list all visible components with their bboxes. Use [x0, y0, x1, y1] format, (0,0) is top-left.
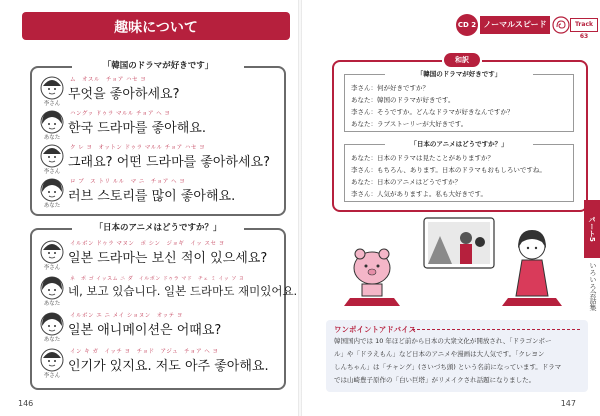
- ruby-text: イン キ ガ イッチ ヨ チョド アジュ チョア ヘ ヨ: [70, 349, 219, 355]
- ruby-text: ロ ブ ス トリ ルル マ ニ チョア ヘ ヨ: [70, 179, 186, 185]
- cd-badge: CD 2: [456, 14, 478, 36]
- lee-face-icon: [40, 348, 64, 372]
- translation-tab: [442, 53, 482, 69]
- dialogue-box-1: [30, 61, 286, 216]
- part-side-tab: パート5: [584, 200, 600, 258]
- dialogue-heading-2: 「日本のアニメはどうですか？」: [72, 221, 244, 233]
- translation-heading-1: 「韓国のドラマが好きです」: [385, 69, 533, 78]
- translation-box: [332, 56, 588, 212]
- dialogue-line: [32, 74, 288, 112]
- speaker-label: 李さん: [43, 169, 61, 175]
- dialogue-line: [32, 176, 288, 214]
- chapter-title: 趣味について: [114, 20, 198, 36]
- speaker-label: あなた: [43, 301, 61, 307]
- illustration: [342, 216, 572, 308]
- ruby-text: イルボン ドゥラ マヌン ポ シン ジョギ イッ スセ ヨ: [70, 241, 225, 247]
- you-face-icon: [40, 110, 64, 134]
- dialogue-line: [32, 238, 288, 276]
- translation-line: 李さん：もちろん、あります。日本のドラマもおもしろいですね。: [351, 166, 546, 174]
- advice-line: ル」や「ドラえもん」など日本のアニメや漫画は大人気です。「クレヨン: [334, 350, 545, 358]
- advice-line: 韓国国内では 10 年ほど前から日本の大衆文化が開放され、「ドラゴンボー: [334, 337, 552, 345]
- lee-face-icon: [40, 240, 64, 264]
- translation-line: あなた：韓国のドラマが好きです。: [351, 96, 455, 104]
- ruby-text: イルボン エ ニ メイ ショヌン オッテ ヨ: [70, 313, 183, 319]
- speaker-label: 李さん: [43, 265, 61, 271]
- speed-label: ノーマルスピード: [480, 16, 550, 34]
- speaker-label: あなた: [43, 337, 61, 343]
- translation-block-1: [344, 70, 574, 132]
- korean-text: 그래요? 어떤 드라마를 좋아하세요?: [68, 155, 271, 170]
- you-face-icon: [40, 312, 64, 336]
- you-face-icon: [40, 178, 64, 202]
- dialogue-box-2: [30, 223, 298, 390]
- ruby-text: ハングッ ドゥラ マルル チョア ヘ ヨ: [70, 111, 171, 117]
- dialogue-line: [32, 346, 288, 384]
- korean-text: 네, 보고 있습니다. 일본 드라마도 재미있어요.: [68, 284, 298, 298]
- speaker-label: あなた: [43, 135, 61, 141]
- korean-text: 한국 드라마를 좋아해요.: [68, 121, 206, 136]
- advice-line: しんちゃん」は「チャング」(さいづち頭) という名前になっています。ドラマ: [334, 363, 562, 371]
- track-label: Track 63: [570, 18, 598, 32]
- dialogue-line: [32, 310, 288, 348]
- advice-line: では山崎豊子原作の「白い巨塔」がリメイクされ話題になりました。: [334, 376, 536, 384]
- translation-line: あなた：日本のアニメはどうですか？: [351, 178, 462, 186]
- korean-text: 러브 스토리를 많이 좋아해요.: [68, 189, 236, 204]
- speaker-label: 李さん: [43, 101, 61, 107]
- translation-line: 李さん：何が好きですか？: [351, 84, 429, 92]
- right-page: [302, 0, 600, 416]
- speaker-label: 李さん: [43, 373, 61, 379]
- korean-text: 인기가 있지요. 저도 아주 좋아해요.: [68, 359, 269, 374]
- dialogue-line: [32, 108, 288, 146]
- translation-tab-label: 和訳: [444, 53, 480, 67]
- korean-text: 일본 애니메이션은 어때요?: [68, 323, 222, 338]
- translation-line: 李さん：そうですか。どんなドラマが好きなんですか？: [351, 108, 514, 116]
- translation-line: あなた：ラブストーリーが大好きです。: [351, 120, 468, 128]
- speaker-label: あなた: [43, 203, 61, 209]
- lee-face-icon: [40, 144, 64, 168]
- lee-face-icon: [40, 76, 64, 100]
- korean-text: 일본 드라마는 보신 적이 있으세요?: [68, 251, 268, 266]
- snail-icon: [552, 16, 570, 34]
- ruby-text: ム オスル チョア ハセ ヨ: [70, 77, 147, 83]
- advice-divider: [412, 329, 580, 330]
- chapter-title-bar: [22, 12, 290, 40]
- advice-heading: ワンポイントアドバイス: [334, 325, 417, 334]
- left-page: [0, 0, 298, 416]
- translation-line: 李さん：人気がありますよ。私も大好きです。: [351, 190, 487, 198]
- dialogue-line: [32, 274, 298, 312]
- translation-heading-2: 「日本のアニメはどうですか？」: [385, 139, 533, 148]
- translation-block-2: [344, 140, 574, 202]
- you-face-icon: [40, 276, 64, 300]
- dialogue-line: [32, 142, 288, 180]
- dialogue-heading-1: 「韓国のドラマが好きです」: [72, 59, 244, 71]
- page-number-right: 147: [560, 399, 576, 408]
- ruby-text: ネ ポ ゴ イッスム ニ ダ イルボン ドゥラ マド チェ ミ イッ ソ ヨ: [70, 276, 245, 282]
- ruby-text: ク レ ヨ オットン ドゥラ マルル チョア ハセ ヨ: [70, 145, 206, 151]
- page-number-left: 146: [18, 399, 34, 408]
- one-point-advice-box: [326, 320, 588, 392]
- section-side-label: いろいろ会話集: [589, 262, 597, 311]
- korean-text: 무엇을 좋아하세요?: [68, 87, 180, 102]
- translation-line: あなた：日本のドラマは見たことがありますか？: [351, 154, 494, 162]
